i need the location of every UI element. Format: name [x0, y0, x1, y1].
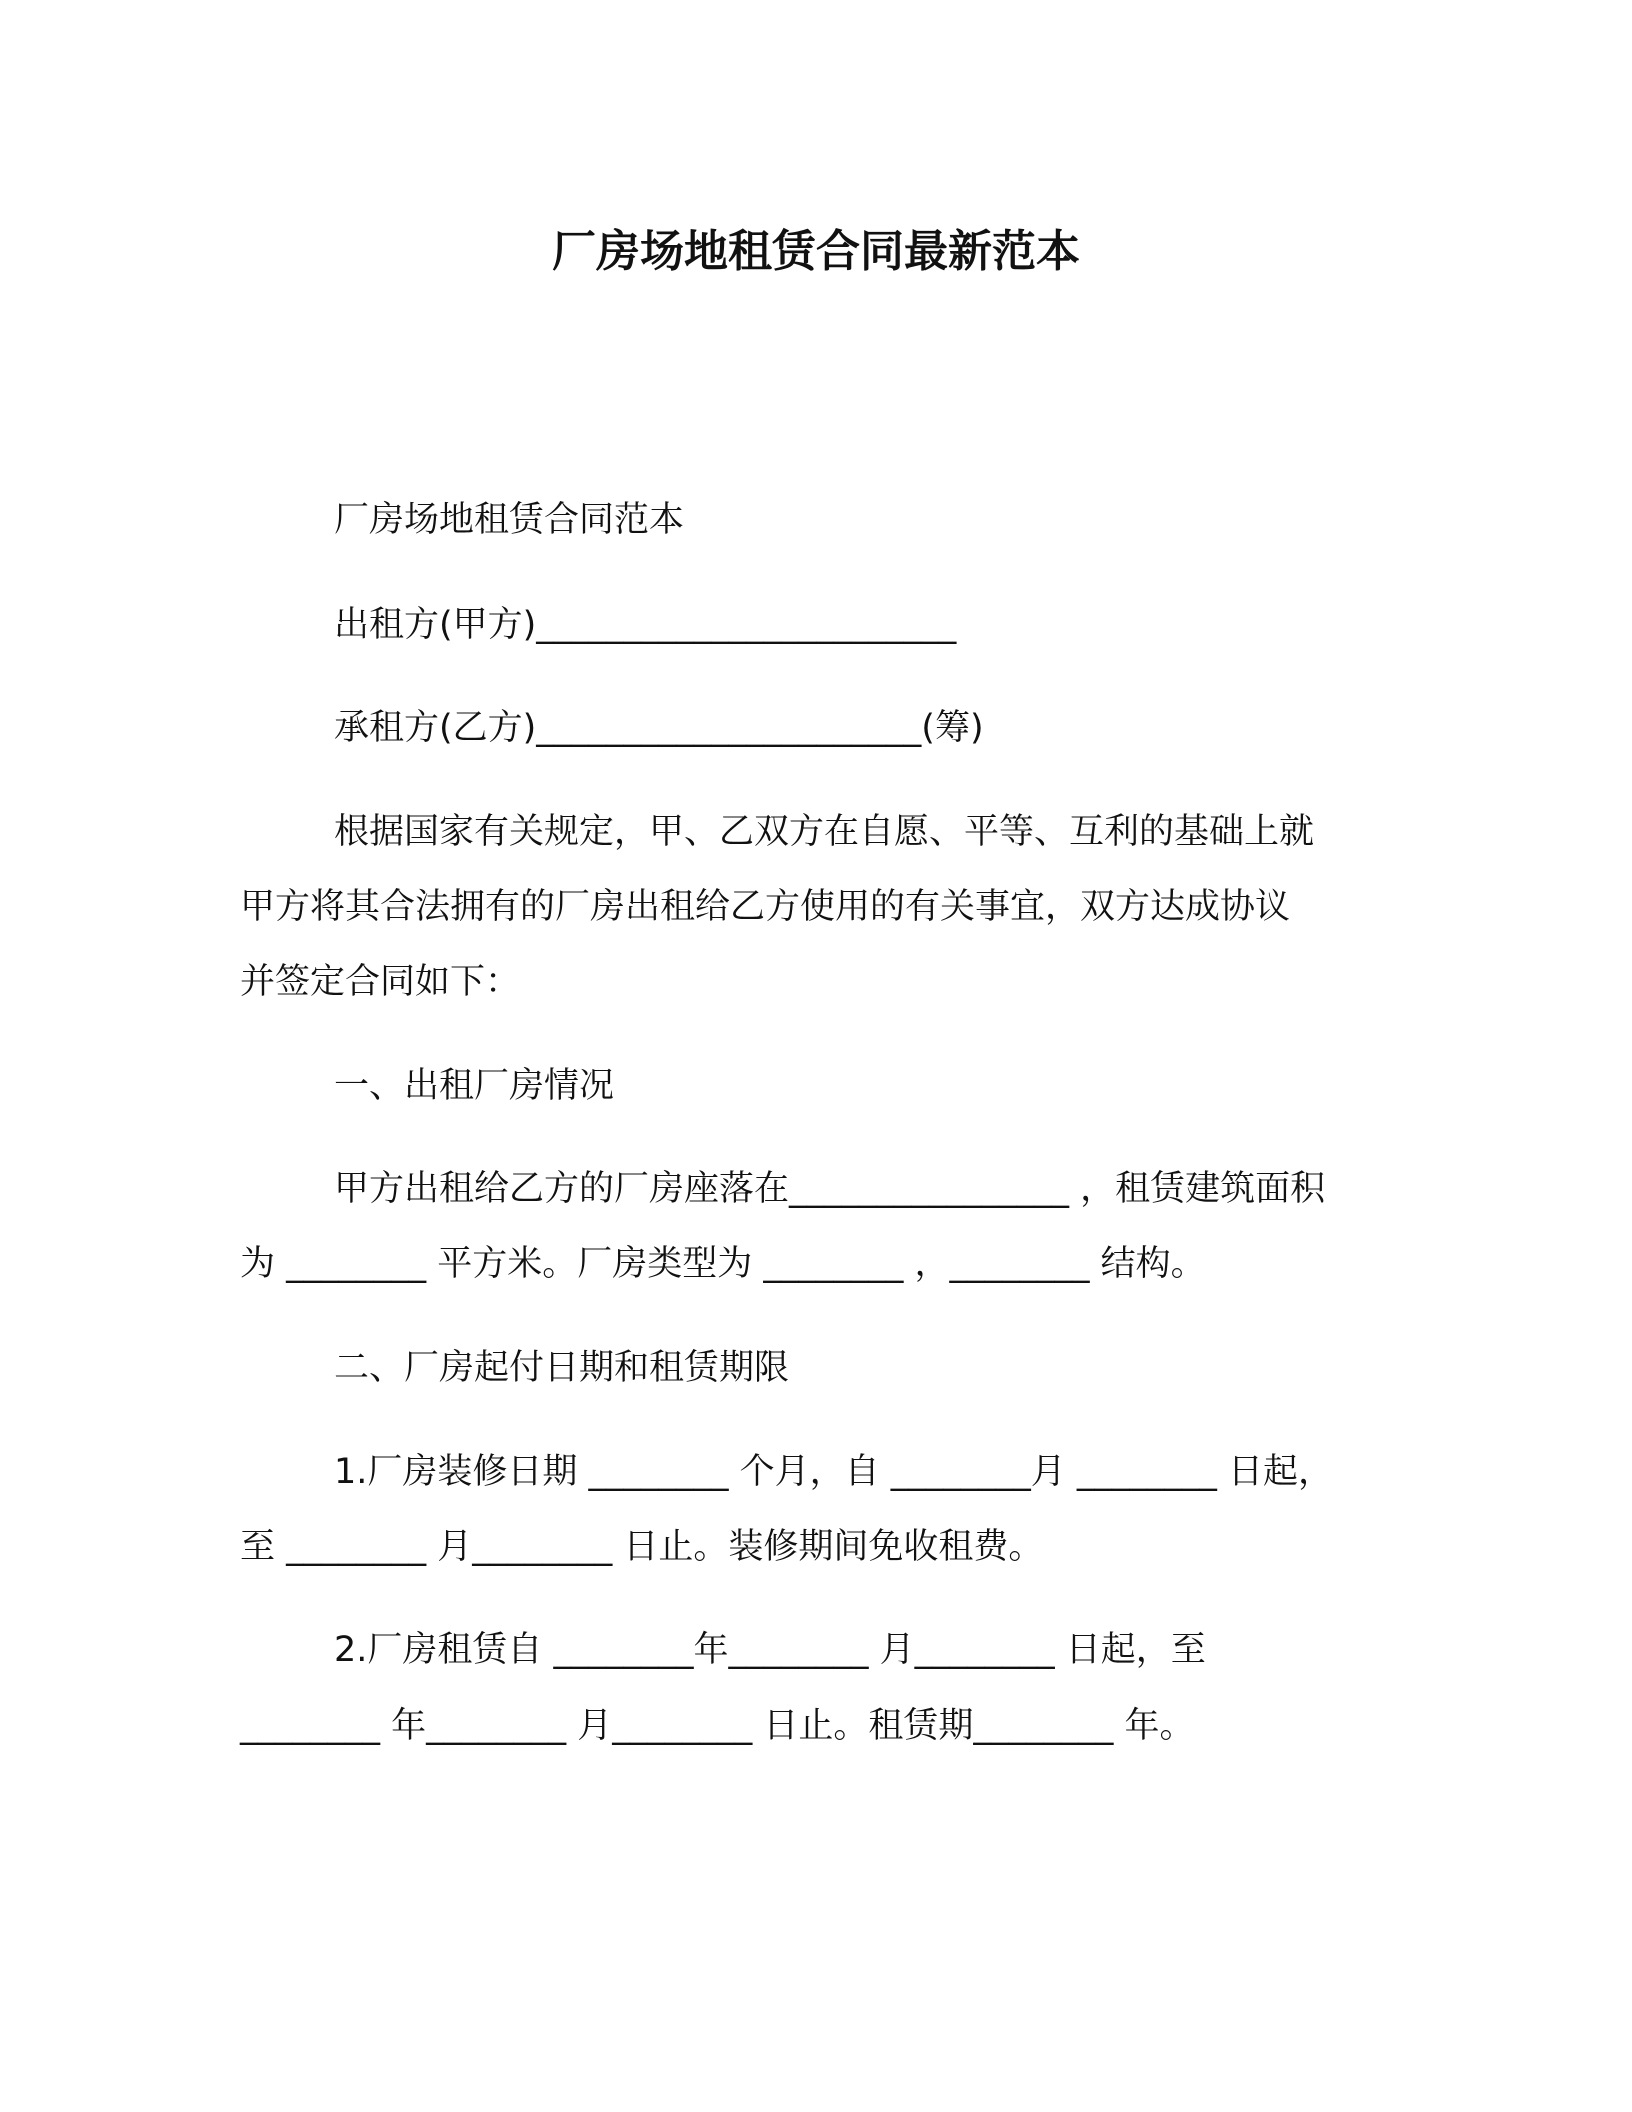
- section-heading-1: 一、出租厂房情况: [334, 1066, 615, 1106]
- preamble-line-3: 并签定合同如下：: [240, 962, 521, 1002]
- section-2-item-1-line-1: 1.厂房装修日期 ________ 个月，自 ________月 ________ 日起，: [334, 1452, 1334, 1492]
- section-2-item-2-line-1: 2.厂房租赁自 ________年________ 月________ 日起，至: [334, 1630, 1206, 1670]
- lessor-line: 出租方(甲方)________________________: [334, 605, 957, 645]
- section-1-line-1: 甲方出租给乙方的厂房座落在________________ ，租赁建筑面积: [334, 1169, 1326, 1209]
- document-title: 厂房场地租赁合同最新范本: [552, 226, 1080, 277]
- section-2-item-1-line-2: 至 ________ 月________ 日止。装修期间免收租费。: [240, 1527, 1044, 1567]
- section-1-line-2: 为 ________ 平方米。厂房类型为 ________ ，________ 结构。: [240, 1244, 1206, 1284]
- section-heading-2: 二、厂房起付日期和租赁期限: [334, 1348, 790, 1388]
- preamble-line-1: 根据国家有关规定，甲、乙双方在自愿、平等、互利的基础上就: [334, 812, 1315, 852]
- lessee-line: 承租方(乙方)______________________(筹): [334, 708, 984, 748]
- subtitle-line: 厂房场地租赁合同范本: [334, 500, 685, 540]
- section-2-item-2-line-2: ________ 年________ 月________ 日止。租赁期________ 年。: [240, 1706, 1195, 1746]
- preamble-line-2: 甲方将其合法拥有的厂房出租给乙方使用的有关事宜，双方达成协议: [240, 887, 1291, 927]
